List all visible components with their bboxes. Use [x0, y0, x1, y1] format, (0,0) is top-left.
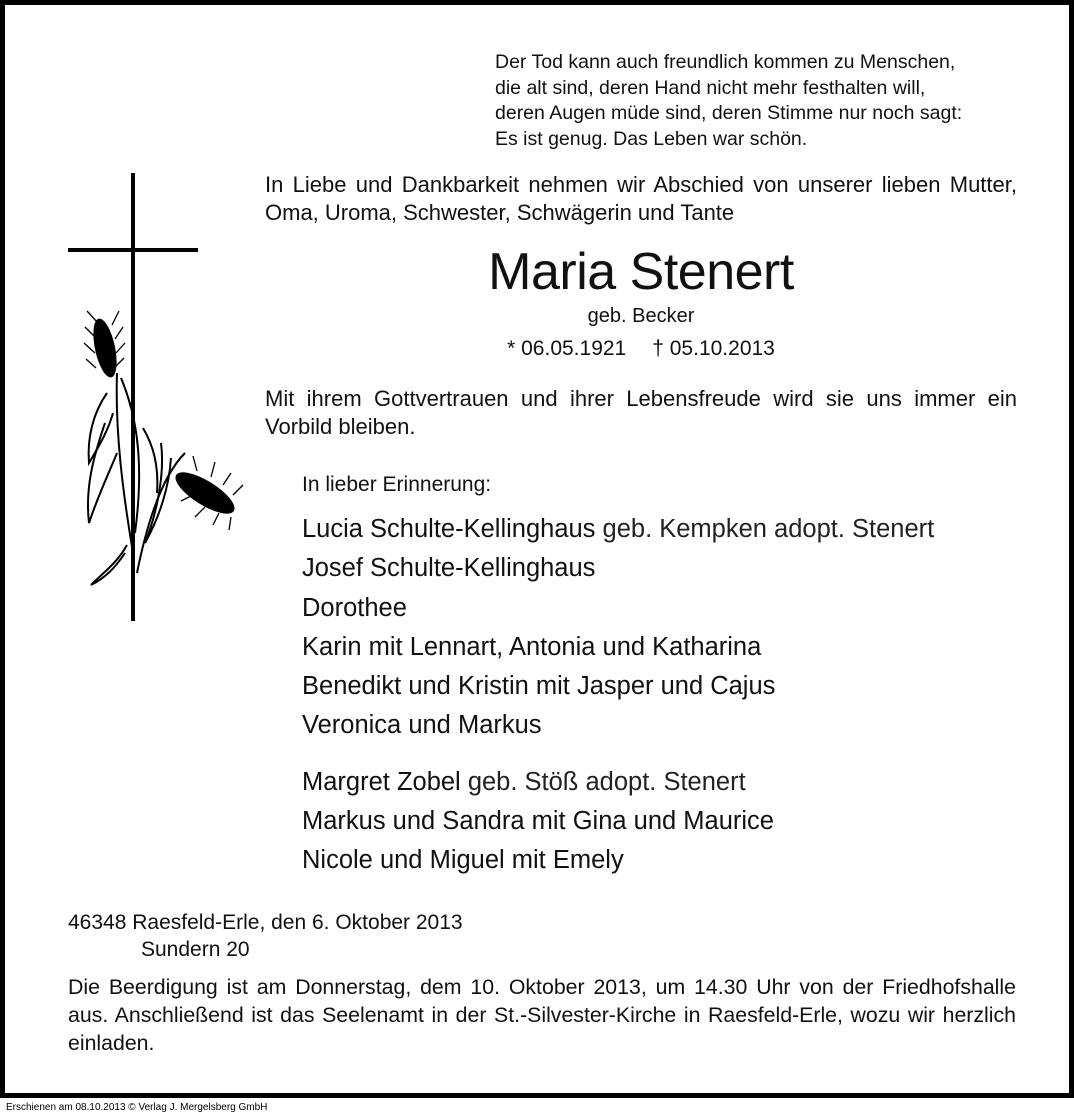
mourners-list — [302, 511, 1042, 882]
mourner-name: Josef Schulte-Kellinghaus — [302, 554, 596, 583]
mourner-line — [302, 668, 1042, 707]
life-dates — [265, 335, 1017, 363]
place-date: 46348 Raesfeld-Erle, den 6. Oktober 2013 — [68, 911, 463, 934]
poem-line: deren Augen müde sind, deren Stimme nur noch sagt: — [495, 102, 963, 124]
poem — [495, 50, 1035, 152]
poem-line: Es ist genug. Das Leben war schön. — [495, 127, 808, 150]
mourner-name: Benedikt und Kristin mit Jasper und Cajus — [302, 672, 776, 701]
mourner-note: geb. Kempken adopt. Stenert — [595, 515, 935, 543]
cross-with-wheat-icon — [65, 173, 245, 623]
mourner-line — [302, 842, 1042, 881]
mourner-line — [302, 764, 1042, 803]
mourner-name: Margret Zobel — [302, 767, 461, 796]
mourner-line — [302, 590, 1042, 629]
mourner-line — [302, 803, 1042, 842]
birth-date: * 06.05.1921 — [507, 337, 627, 360]
mourner-note: geb. Stöß adopt. Stenert — [460, 767, 746, 796]
mourner-line — [302, 629, 1042, 668]
mourner-name: Lucia Schulte-Kellinghaus — [302, 515, 596, 543]
maiden-name: geb. Becker — [587, 305, 695, 327]
poem-line: die alt sind, deren Hand nicht mehr festhalten will, — [495, 76, 926, 99]
publication-footer: Erschienen am 08.10.2013 © Verlag J. Mergelsberg GmbH — [6, 1102, 268, 1113]
intro-text: In Liebe und Dankbarkeit nehmen wir Abschied von unserer lieben Mutter, Oma, Uroma, Schwester, Schwägerin und Tante — [265, 172, 1017, 225]
mourner-line — [302, 707, 1042, 746]
mourner-name: Markus und Sandra mit Gina und Maurice — [302, 807, 774, 836]
mourner-line — [302, 550, 1042, 589]
mourner-name: Dorothee — [302, 593, 407, 622]
deceased-name: Maria Stenert — [488, 243, 794, 301]
mourner-name: Veronica und Markus — [302, 711, 542, 740]
tribute-text: Mit ihrem Gottvertrauen und ihrer Lebensfreude wird sie uns immer ein Vorbild bleiben. — [265, 386, 1017, 439]
funeral-notice: Die Beerdigung ist am Donnerstag, dem 10. Oktober 2013, um 14.30 Uhr von der Friedhofshalle aus. Anschließend ist das Seelenamt in der St.-Silvester-Kirche in Raesfeld-Erle, wozu wir herzlich einladen. — [68, 975, 1016, 1055]
street-address: Sundern 20 — [141, 938, 250, 961]
poem-line: Der Tod kann auch freundlich kommen zu Menschen, — [495, 51, 956, 73]
death-date: † 05.10.2013 — [652, 337, 775, 360]
mourner-name: Nicole und Miguel mit Emely — [302, 846, 624, 875]
mourner-name: Karin mit Lennart, Antonia und Katharina — [302, 632, 762, 661]
mourner-line — [302, 511, 1042, 550]
memory-heading: In lieber Erinnerung: — [302, 473, 492, 496]
group-spacer — [302, 747, 1042, 764]
